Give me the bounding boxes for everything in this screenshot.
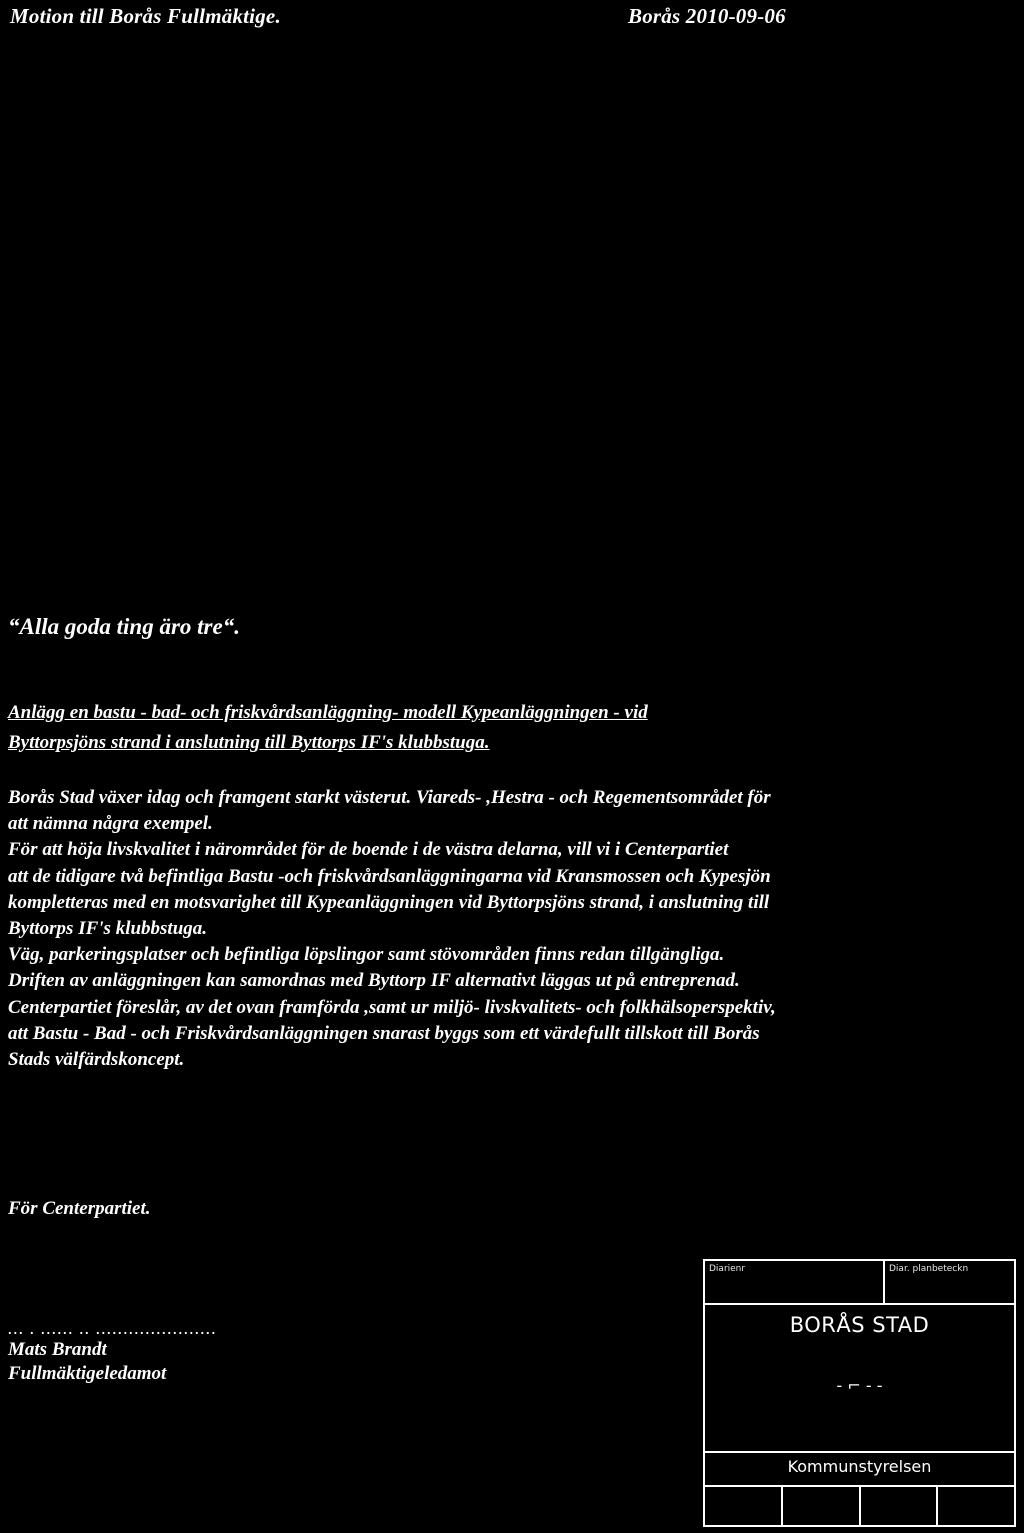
quote: “Alla goda ting äro tre“. bbox=[8, 614, 240, 639]
body-line: Driften av anläggningen kan samordnas med Byttorp IF alternativt läggas ut på entreprenad. bbox=[8, 970, 740, 992]
stamp-date-mark: - ⌐ - - bbox=[836, 1376, 883, 1395]
body-line: att Bastu - Bad - och Friskvårdsanläggningen snarast byggs som ett värdefullt tillskott till Borås bbox=[8, 1022, 760, 1044]
headline-line-2: Byttorpsjöns strand i anslutning till Byttorps IF's klubbstuga. bbox=[8, 732, 490, 753]
body-line: att de tidigare två befintliga Bastu -och friskvårdsanläggningarna vid Kransmossen och Kypesjön bbox=[8, 865, 771, 887]
stamp-grid-cell bbox=[705, 1487, 783, 1525]
body-paragraph bbox=[8, 785, 1018, 1073]
motion-title: Motion till Borås Fullmäktige. bbox=[10, 4, 281, 28]
document-date: Borås 2010-09-06 bbox=[628, 4, 786, 28]
body-line: Väg, parkeringsplatser och befintliga löpslingor samt stövområden finns redan tillgängliga. bbox=[8, 944, 725, 966]
headline-line-1: Anlägg en bastu - bad- och friskvårdsanläggning- modell Kypeanläggningen - vid bbox=[8, 702, 648, 723]
stamp-grid-cell bbox=[783, 1487, 861, 1525]
signature-line: ... . ...... .. ...................... bbox=[8, 1318, 217, 1338]
stamp-department: Kommunstyrelsen bbox=[787, 1457, 932, 1476]
stamp-grid-cell bbox=[861, 1487, 939, 1525]
body-line: För att höja livskvalitet i närområdet för de boende i de västra delarna, vill vi i Centerpartiet bbox=[8, 839, 729, 861]
body-line: Stads välfärdskoncept. bbox=[8, 1049, 185, 1071]
stamp-planbeteckn-cell: Diar. planbeteckn bbox=[885, 1261, 1014, 1305]
signature-party: För Centerpartiet. bbox=[8, 1198, 151, 1219]
headline bbox=[8, 698, 1008, 758]
stamp-grid bbox=[705, 1485, 1014, 1525]
signatory-name: Mats Brandt bbox=[8, 1339, 107, 1360]
stamp-organization: BORÅS STAD bbox=[789, 1313, 930, 1337]
registration-stamp bbox=[703, 1259, 1016, 1527]
body-line: att nämna några exempel. bbox=[8, 813, 213, 835]
body-line: Centerpartiet föreslår, av det ovan framförda ,samt ur miljö- livskvalitets- och folkhälsoperspektiv, bbox=[8, 996, 776, 1018]
body-line: Byttorps IF's klubbstuga. bbox=[8, 918, 208, 940]
body-line: kompletteras med en motsvarighet till Kypeanläggningen vid Byttorpsjöns strand, i anslutning till bbox=[8, 891, 770, 913]
body-line: Borås Stad växer idag och framgent starkt västerut. Viareds- ,Hestra - och Regementsområdet för bbox=[8, 787, 771, 808]
stamp-diarienr-cell: Diarienr bbox=[705, 1261, 885, 1305]
signatory-title: Fullmäktigeledamot bbox=[8, 1363, 167, 1384]
stamp-grid-cell bbox=[938, 1487, 1014, 1525]
